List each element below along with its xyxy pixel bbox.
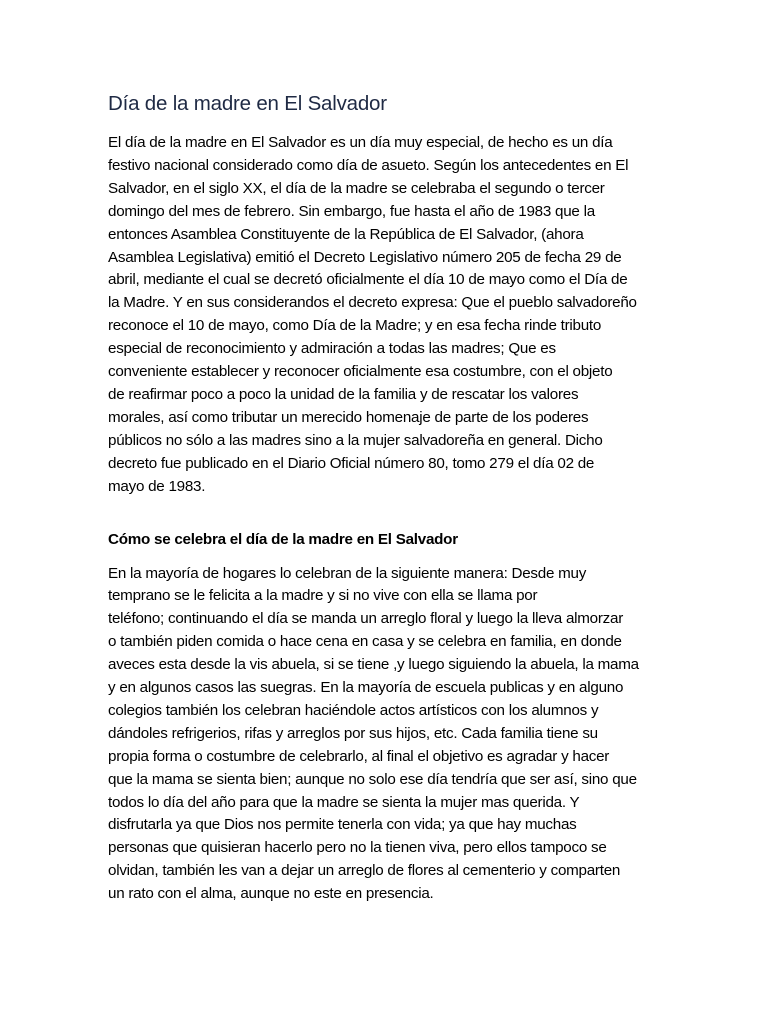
- text-line: teléfono; continuando el día se manda un arreglo floral y luego la lleva almorzar: [108, 610, 624, 628]
- text-line: morales, así como tributar un merecido homenaje de parte de los poderes: [108, 408, 589, 426]
- text-line: y en algunos casos las suegras. En la mayoría de escuela publicas y en alguno: [108, 679, 624, 697]
- text-line: festivo nacional considerado como día de asueto. Según los antecedentes en El: [108, 156, 629, 174]
- text-line: Salvador, en el siglo XX, el día de la madre se celebraba el segundo o tercer: [108, 179, 605, 197]
- text-line: olvidan, también les van a dejar un arreglo de flores al cementerio y comparten: [108, 862, 621, 880]
- text-line: decreto fue publicado en el Diario Oficial número 80, tomo 279 el día 02 de: [108, 454, 595, 472]
- text-line: domingo del mes de febrero. Sin embargo, fue hasta el año de 1983 que la: [108, 202, 595, 220]
- text-line: temprano se le felicita a la madre y si no vive con ella se llama por: [108, 587, 538, 605]
- text-line: públicos no sólo a las madres sino a la mujer salvadoreña en general. Dicho: [108, 431, 603, 449]
- text-line: reconoce el 10 de mayo, como Día de la Madre; y en esa fecha rinde tributo: [108, 317, 602, 335]
- paragraph-1: [108, 132, 660, 499]
- text-line: En la mayoría de hogares lo celebran de la siguiente manera: Desde muy: [108, 564, 587, 582]
- paragraph-2: [108, 563, 660, 907]
- text-line: Asamblea Legislativa) emitió el Decreto Legislativo número 205 de fecha 29 de: [108, 248, 622, 266]
- text-line: conveniente establecer y reconocer oficialmente esa costumbre, con el objeto: [108, 363, 613, 381]
- text-line: la Madre. Y en sus considerandos el decreto expresa: Que el pueblo salvadoreño: [108, 294, 637, 312]
- page-title: Día de la madre en El Salvador: [108, 92, 387, 115]
- text-line: disfrutarla ya que Dios nos permite tenerla con vida; ya que hay muchas: [108, 816, 577, 834]
- text-line: de reafirmar poco a poco la unidad de la familia y de rescatar los valores: [108, 385, 579, 403]
- text-line: aveces esta desde la vis abuela, si se tiene ,y luego siguiendo la abuela, la mama: [108, 656, 639, 674]
- text-line: mayo de 1983.: [108, 477, 206, 495]
- text-line: que la mama se sienta bien; aunque no solo ese día tendría que ser así, sino que: [108, 770, 637, 788]
- text-line: personas que quisieran hacerlo pero no la tienen viva, pero ellos tampoco se: [108, 839, 607, 857]
- text-line: o también piden comida o hace cena en casa y se celebra en familia, en donde: [108, 633, 622, 651]
- text-line: un rato con el alma, aunque no este en presencia.: [108, 885, 434, 903]
- text-line: El día de la madre en El Salvador es un día muy especial, de hecho es un día: [108, 134, 613, 151]
- section-heading: Cómo se celebra el día de la madre en El Salvador: [108, 530, 458, 548]
- text-line: especial de reconocimiento y admiración a todas las madres; Que es: [108, 340, 556, 358]
- document-body: [108, 90, 660, 906]
- text-line: entonces Asamblea Constituyente de la República de El Salvador, (ahora: [108, 225, 584, 243]
- text-line: abril, mediante el cual se decretó oficialmente el día 10 de mayo como el Día de: [108, 271, 628, 289]
- text-line: propia forma o costumbre de celebrarlo, al final el objetivo es agradar y hacer: [108, 747, 610, 765]
- text-line: todos lo día del año para que la madre se sienta la mujer mas querida. Y: [108, 793, 580, 811]
- text-line: dándoles refrigerios, rifas y arreglos por sus hijos, etc. Cada familia tiene su: [108, 724, 598, 742]
- text-line: colegios también los celebran haciéndole actos artísticos con los alumnos y: [108, 701, 599, 719]
